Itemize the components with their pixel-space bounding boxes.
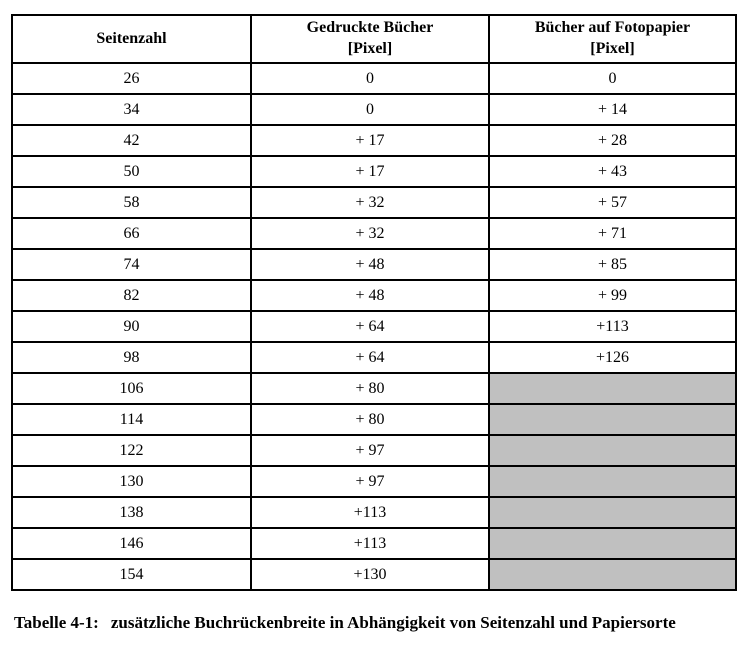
cell-seitenzahl: 82 [12,280,251,311]
cell-fotopapier [489,528,736,559]
cell-seitenzahl: 130 [12,466,251,497]
header-row [12,15,736,63]
cell-fotopapier: + 71 [489,218,736,249]
cell-gedruckte-buecher: + 64 [251,342,489,373]
cell-gedruckte-buecher: 0 [251,94,489,125]
cell-fotopapier [489,435,736,466]
cell-gedruckte-buecher: + 64 [251,311,489,342]
cell-seitenzahl: 122 [12,435,251,466]
cell-seitenzahl: 146 [12,528,251,559]
cell-gedruckte-buecher: + 17 [251,125,489,156]
column-header-sublabel: [Pixel] [347,40,393,57]
cell-seitenzahl: 106 [12,373,251,404]
cell-seitenzahl: 50 [12,156,251,187]
cell-fotopapier [489,404,736,435]
column-header-fotopapier [489,15,736,63]
table-caption-text: zusätzliche Buchrückenbreite in Abhängigkeit von Seitenzahl und Papiersorte [110,613,676,632]
cell-seitenzahl: 138 [12,497,251,528]
cell-seitenzahl: 114 [12,404,251,435]
table-row [12,342,736,373]
table-caption-label: Tabelle 4-1: [14,613,99,632]
cell-fotopapier: + 57 [489,187,736,218]
table-row [12,311,736,342]
cell-seitenzahl: 66 [12,218,251,249]
cell-fotopapier [489,373,736,404]
cell-gedruckte-buecher: + 80 [251,373,489,404]
cell-gedruckte-buecher: +113 [251,497,489,528]
cell-fotopapier: +126 [489,342,736,373]
table-row [12,125,736,156]
cell-gedruckte-buecher: + 17 [251,156,489,187]
cell-seitenzahl: 74 [12,249,251,280]
table-row [12,497,736,528]
table-row [12,435,736,466]
cell-fotopapier: + 85 [489,249,736,280]
table-row [12,559,736,590]
cell-seitenzahl: 34 [12,94,251,125]
table-row [12,249,736,280]
column-header-label: Seitenzahl [96,29,167,47]
cell-seitenzahl: 26 [12,63,251,94]
cell-seitenzahl: 42 [12,125,251,156]
table-row [12,94,736,125]
table-row [12,373,736,404]
column-header-gedruckte-buecher [251,15,489,63]
cell-gedruckte-buecher: + 32 [251,218,489,249]
table-header [12,15,736,63]
table-row [12,404,736,435]
cell-gedruckte-buecher: + 80 [251,404,489,435]
table-row [12,528,736,559]
table-body [12,63,736,590]
cell-fotopapier [489,497,736,528]
table-row [12,218,736,249]
column-header-seitenzahl [12,15,251,63]
cell-fotopapier: + 99 [489,280,736,311]
table-caption [14,613,744,633]
cell-fotopapier [489,559,736,590]
cell-seitenzahl: 154 [12,559,251,590]
table-row [12,466,736,497]
cell-fotopapier: + 14 [489,94,736,125]
cell-seitenzahl: 58 [12,187,251,218]
spine-width-table [11,14,737,591]
cell-fotopapier: 0 [489,63,736,94]
cell-gedruckte-buecher: + 97 [251,435,489,466]
cell-gedruckte-buecher: + 48 [251,249,489,280]
cell-gedruckte-buecher: 0 [251,63,489,94]
cell-fotopapier [489,466,736,497]
cell-gedruckte-buecher: +113 [251,528,489,559]
cell-fotopapier: +113 [489,311,736,342]
cell-gedruckte-buecher: + 32 [251,187,489,218]
column-header-label: Bücher auf Fotopapier [534,19,691,37]
table-row [12,63,736,94]
cell-gedruckte-buecher: + 48 [251,280,489,311]
cell-gedruckte-buecher: + 97 [251,466,489,497]
table-row [12,156,736,187]
column-header-label: Gedruckte Bücher [306,19,434,37]
cell-fotopapier: + 43 [489,156,736,187]
column-header-sublabel: [Pixel] [590,40,635,57]
table-row [12,187,736,218]
cell-seitenzahl: 98 [12,342,251,373]
cell-seitenzahl: 90 [12,311,251,342]
table-row [12,280,736,311]
cell-fotopapier: + 28 [489,125,736,156]
cell-gedruckte-buecher: +130 [251,559,489,590]
